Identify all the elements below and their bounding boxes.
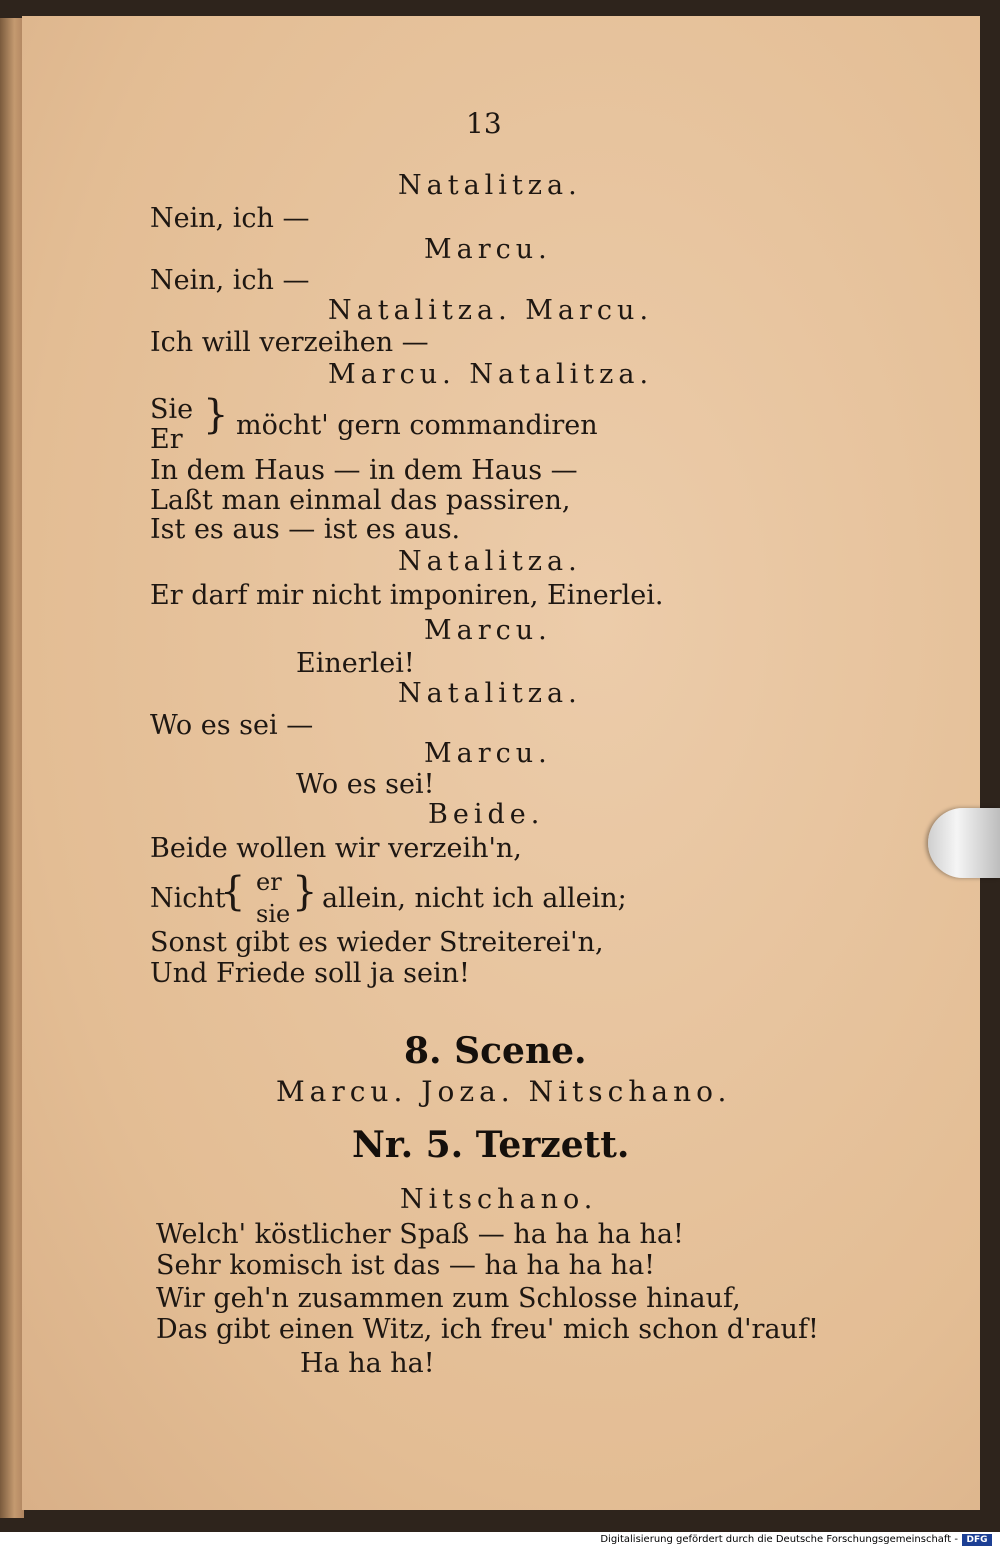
- verse-line: Wo es sei —: [150, 710, 314, 741]
- number-heading: Nr. 5. Terzett.: [352, 1124, 630, 1166]
- verse-line: Ist es aus — ist es aus.: [150, 514, 461, 545]
- verse-line: Sehr komisch ist das — ha ha ha ha!: [156, 1250, 656, 1281]
- verse-line: möcht' gern commandiren: [236, 410, 598, 441]
- verse-alt-er: er: [256, 868, 282, 896]
- verse-line: Sonst gibt es wieder Streiterei'n,: [150, 927, 604, 958]
- verse-line: Beide wollen wir verzeih'n,: [150, 833, 522, 864]
- speaker-marcu: Marcu.: [424, 615, 552, 646]
- speaker-marcu: Marcu.: [424, 234, 552, 265]
- verse-line-nicht: Nicht: [150, 883, 226, 914]
- footer-credit: Digitalisierung gefördert durch die Deutsche Forschungsgemeinschaft -: [600, 1534, 958, 1545]
- verse-line: Er darf mir nicht imponiren, Einerlei.: [150, 580, 664, 611]
- verse-alt-sie: Sie: [150, 394, 194, 425]
- verse-line: Wo es sei!: [296, 769, 435, 800]
- speaker-natalitza-marcu: Natalitza. Marcu.: [328, 295, 654, 326]
- speaker-natalitza: Natalitza.: [398, 170, 582, 201]
- speaker-nitschano: Nitschano.: [400, 1184, 598, 1215]
- verse-line: Nein, ich —: [150, 203, 310, 234]
- verse-line: Ha ha ha!: [300, 1348, 435, 1379]
- verse-line: Welch' köstlicher Spaß — ha ha ha ha!: [156, 1219, 684, 1250]
- curly-brace: }: [203, 392, 229, 438]
- curly-brace-right: }: [292, 869, 318, 915]
- speaker-marcu: Marcu.: [424, 738, 552, 769]
- curly-brace-left: {: [220, 869, 246, 915]
- previous-page-edge: [0, 18, 24, 1518]
- verse-line: Ich will verzeihen —: [150, 327, 429, 358]
- verse-line: Das gibt einen Witz, ich freu' mich schon d'rauf!: [156, 1314, 819, 1345]
- page-number: 13: [466, 107, 502, 140]
- verse-line: Einerlei!: [296, 648, 415, 679]
- verse-line: Und Friede soll ja sein!: [150, 958, 470, 989]
- scene-cast: Marcu. Joza. Nitschano.: [276, 1075, 732, 1108]
- verse-line: Laßt man einmal das passiren,: [150, 485, 571, 516]
- speaker-natalitza: Natalitza.: [398, 546, 582, 577]
- verse-line: Nein, ich —: [150, 265, 310, 296]
- verse-line: In dem Haus — in dem Haus —: [150, 455, 578, 486]
- dfg-logo: DFG: [962, 1534, 992, 1546]
- page-turn-tab[interactable]: [928, 808, 1000, 878]
- verse-alt-sie: sie: [256, 900, 291, 928]
- verse-line: Wir geh'n zusammen zum Schlosse hinauf,: [156, 1283, 741, 1314]
- speaker-beide: Beide.: [428, 799, 545, 830]
- verse-line: allein, nicht ich allein;: [322, 883, 627, 914]
- scene-heading: 8. Scene.: [404, 1030, 587, 1072]
- speaker-natalitza: Natalitza.: [398, 678, 582, 709]
- speaker-marcu-natalitza: Marcu. Natalitza.: [328, 359, 654, 390]
- verse-alt-er: Er: [150, 424, 183, 455]
